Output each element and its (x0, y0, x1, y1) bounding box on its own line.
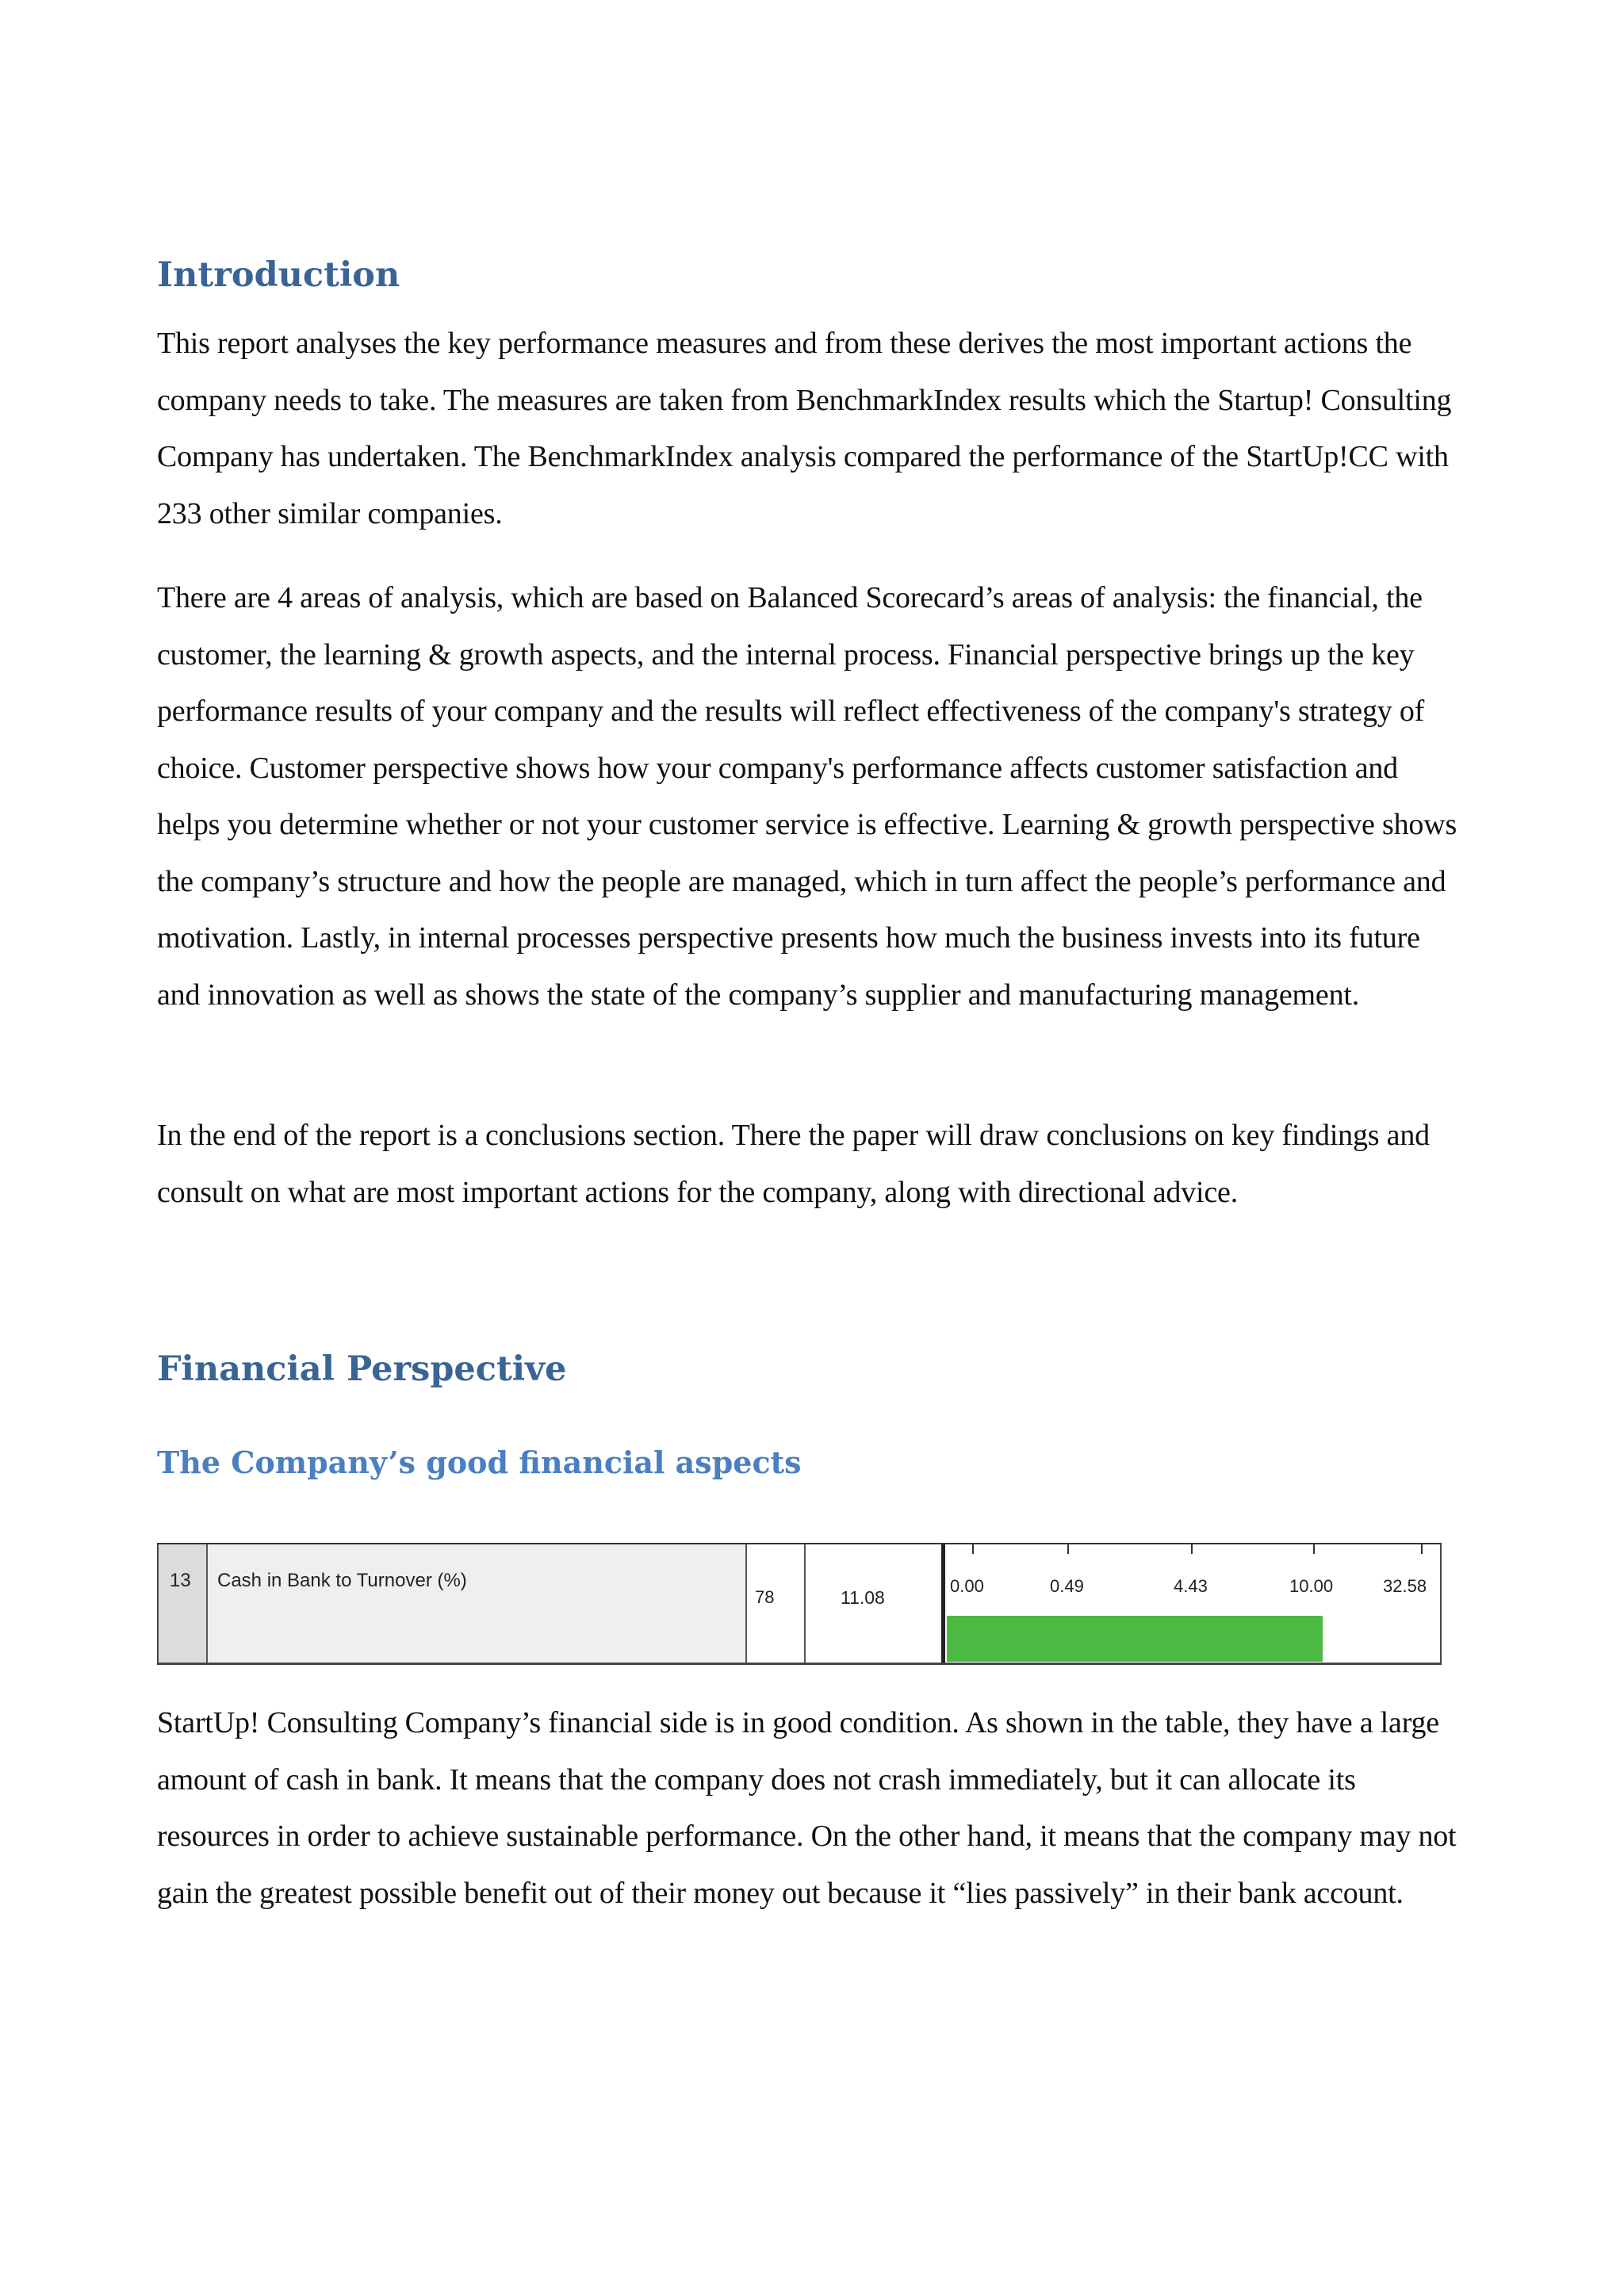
kpi-rank-cell (747, 1544, 806, 1663)
kpi-value: 11.08 (841, 1587, 885, 1608)
kpi-label-cell (208, 1544, 747, 1663)
scale-label-2: 4.43 (1174, 1576, 1208, 1596)
kpi-bar-chart (945, 1544, 1440, 1663)
scale-tick (1191, 1544, 1193, 1554)
kpi-number-cell (159, 1544, 208, 1663)
intro-paragraph-3: In the end of the report is a conclusions section. There the paper will draw conclusions on key findings and consult on what are most important actions for the company, along with directional advice. (157, 1119, 1430, 1209)
kpi-number: 13 (170, 1570, 191, 1591)
financial-perspective-heading: Financial Perspective (157, 1349, 567, 1389)
scale-tick (972, 1544, 974, 1554)
intro-paragraph-2: There are 4 areas of analysis, which are based on Balanced Scorecard’s areas of analysis: the financial, the customer, the learning & growth aspects, and the internal process. Financial perspective brings up the key performance results of your company and the results will reflect effectiveness of the company's strategy of choice. Customer perspective shows how your company's performance affects customer satisfaction and helps you determine whether or not your customer service is effective. Learning & growth perspective shows the company’s structure and how the people are managed, which in turn affect the people’s performance and motivation. Lastly, in internal processes perspective presents how much the business invests into its future and innovation as well as shows the state of the company’s supplier and manufacturing management. (157, 581, 1457, 1012)
introduction-heading: Introduction (157, 255, 400, 295)
scale-tick (1067, 1544, 1069, 1554)
kpi-label: Cash in Bank to Turnover (%) (217, 1570, 467, 1591)
scale-label-1: 0.49 (1050, 1576, 1084, 1596)
good-financial-aspects-subheading: The Company’s good financial aspects (157, 1445, 802, 1480)
kpi-value-cell (806, 1544, 945, 1663)
kpi-rank: 78 (755, 1587, 775, 1607)
scale-tick (1421, 1544, 1423, 1554)
kpi-table-row (157, 1543, 1442, 1665)
financial-paragraph-1: StartUp! Consulting Company’s financial side is in good condition. As shown in the table, they have a large amount of cash in bank. It means that the company does not crash immediately, but it can allocate its resources in order to achieve sustainable performance. On the other hand, it means that the company may not gain the greatest possible benefit out of their money out because it “lies passively” in their bank account. (157, 1706, 1457, 1910)
scale-label-3: 10.00 (1289, 1576, 1334, 1596)
kpi-bar-fill (947, 1616, 1323, 1662)
scale-label-4: 32.58 (1383, 1576, 1427, 1596)
intro-paragraph-1: This report analyses the key performance measures and from these derives the most important actions the company needs to take. The measures are taken from BenchmarkIndex results which the Startup! Consulting Company has undertaken. The BenchmarkIndex analysis compared the performance of the StartUp!CC with 233 other similar companies. (157, 327, 1452, 530)
scale-tick (1313, 1544, 1315, 1554)
scale-label-0: 0.00 (950, 1576, 984, 1596)
